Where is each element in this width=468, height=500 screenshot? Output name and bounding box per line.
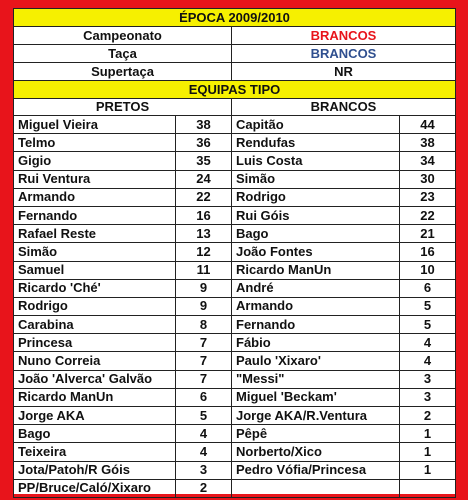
pretos-name: Ricardo ManUn [14,388,176,406]
section-header-row [14,81,456,99]
brancos-name: Norberto/Xico [232,443,400,461]
brancos-name: Pedro Vófia/Princesa [232,461,400,479]
table-row [14,206,456,224]
brancos-name: Fernando [232,316,400,334]
table-row [14,407,456,425]
summary-row-taca [14,45,456,63]
pretos-name: Armando [14,188,176,206]
brancos-value: 16 [400,243,456,261]
pretos-name: Gigio [14,152,176,170]
brancos-name: Simão [232,170,400,188]
pretos-value: 9 [176,297,232,315]
brancos-name: Rodrigo [232,188,400,206]
summary-label: Supertaça [14,63,232,81]
brancos-name: André [232,279,400,297]
table-row [14,188,456,206]
table-row [14,170,456,188]
brancos-value: 38 [400,134,456,152]
pretos-name: Nuno Correia [14,352,176,370]
pretos-name: Teixeira [14,443,176,461]
brancos-value: 30 [400,170,456,188]
table-row [14,134,456,152]
brancos-value: 2 [400,407,456,425]
pretos-value: 16 [176,206,232,224]
summary-value: NR [232,63,456,81]
brancos-value: 5 [400,316,456,334]
pretos-name: Jota/Patoh/R Góis [14,461,176,479]
brancos-name: Armando [232,297,400,315]
brancos-name: Pêpê [232,425,400,443]
table-row [14,316,456,334]
table-row [14,225,456,243]
pretos-name: Jorge AKA [14,407,176,425]
pretos-value: 35 [176,152,232,170]
brancos-value: 44 [400,116,456,134]
brancos-value: 34 [400,152,456,170]
brancos-value: 4 [400,334,456,352]
pretos-name: Telmo [14,134,176,152]
pretos-value: 11 [176,261,232,279]
brancos-value: 1 [400,425,456,443]
pretos-value: 36 [176,134,232,152]
pretos-value: 12 [176,243,232,261]
pretos-value: 5 [176,407,232,425]
brancos-value: 10 [400,261,456,279]
pretos-name: João 'Alverca' Galvão [14,370,176,388]
pretos-name: Bago [14,425,176,443]
pretos-name: Rodrigo [14,297,176,315]
team-right-header: BRANCOS [232,99,456,116]
table-row [14,370,456,388]
table-row [14,334,456,352]
pretos-value: 4 [176,425,232,443]
season-header-row [14,9,456,27]
brancos-name: Rui Góis [232,206,400,224]
brancos-name [232,479,400,497]
brancos-name: Rendufas [232,134,400,152]
table-row [14,425,456,443]
spreadsheet [13,8,455,494]
brancos-name: Fábio [232,334,400,352]
table-row [14,388,456,406]
brancos-name: Jorge AKA/R.Ventura [232,407,400,425]
section-title: EQUIPAS TIPO [14,81,456,99]
brancos-value [400,479,456,497]
pretos-value: 22 [176,188,232,206]
pretos-value: 9 [176,279,232,297]
table-row [14,461,456,479]
brancos-value: 23 [400,188,456,206]
table-row [14,352,456,370]
pretos-value: 13 [176,225,232,243]
pretos-name: Fernando [14,206,176,224]
summary-value: BRANCOS [232,45,456,63]
pretos-value: 38 [176,116,232,134]
summary-value: BRANCOS [232,27,456,45]
brancos-name: Miguel 'Beckam' [232,388,400,406]
brancos-value: 1 [400,461,456,479]
table-row [14,243,456,261]
brancos-name: Ricardo ManUn [232,261,400,279]
pretos-name: Ricardo 'Ché' [14,279,176,297]
brancos-name: Bago [232,225,400,243]
brancos-value: 3 [400,370,456,388]
season-title: ÉPOCA 2009/2010 [14,9,456,27]
table-row [14,152,456,170]
pretos-name: Rui Ventura [14,170,176,188]
brancos-name: João Fontes [232,243,400,261]
pretos-value: 2 [176,479,232,497]
brancos-value: 22 [400,206,456,224]
table-row [14,279,456,297]
brancos-value: 3 [400,388,456,406]
pretos-value: 24 [176,170,232,188]
pretos-name: Samuel [14,261,176,279]
summary-label: Campeonato [14,27,232,45]
brancos-value: 6 [400,279,456,297]
team-left-header: PRETOS [14,99,232,116]
pretos-value: 7 [176,352,232,370]
brancos-name: Paulo 'Xixaro' [232,352,400,370]
pretos-name: PP/Bruce/Caló/Xixaro [14,479,176,497]
brancos-value: 5 [400,297,456,315]
pretos-value: 7 [176,370,232,388]
brancos-value: 4 [400,352,456,370]
pretos-name: Simão [14,243,176,261]
pretos-value: 8 [176,316,232,334]
summary-row-campeonato [14,27,456,45]
pretos-name: Rafael Reste [14,225,176,243]
table-row [14,116,456,134]
summary-row-supertaca [14,63,456,81]
pretos-value: 6 [176,388,232,406]
brancos-value: 1 [400,443,456,461]
pretos-name: Princesa [14,334,176,352]
pretos-name: Miguel Vieira [14,116,176,134]
pretos-value: 7 [176,334,232,352]
brancos-name: Luis Costa [232,152,400,170]
pretos-value: 4 [176,443,232,461]
season-table [13,8,456,498]
table-row [14,443,456,461]
table-row [14,297,456,315]
teams-header-row [14,99,456,116]
summary-label: Taça [14,45,232,63]
brancos-name: Capitão [232,116,400,134]
pretos-name: Carabina [14,316,176,334]
brancos-name: "Messi" [232,370,400,388]
brancos-value: 21 [400,225,456,243]
table-row [14,479,456,497]
table-row [14,261,456,279]
pretos-value: 3 [176,461,232,479]
